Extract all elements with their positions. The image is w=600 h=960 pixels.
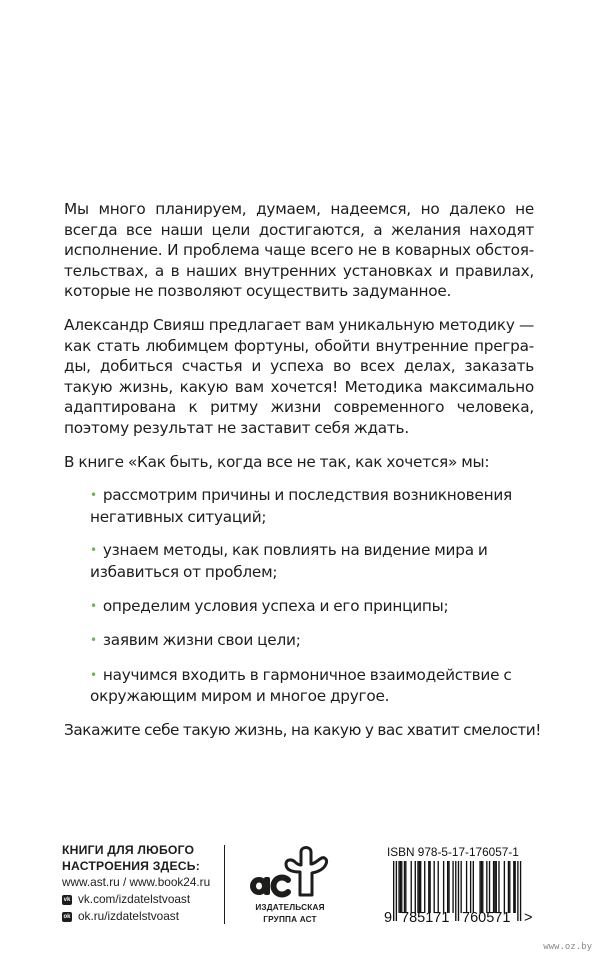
list-item-text: научимся входить в гармоничное взаимодействие с окружающим миром и многое другое. bbox=[90, 665, 512, 706]
barcode-bar bbox=[428, 861, 429, 913]
barcode-bar bbox=[415, 861, 416, 913]
barcode-quiet-mark: > bbox=[524, 910, 533, 926]
list-item bbox=[90, 630, 534, 652]
websites-text: www.ast.ru / www.book24.ru bbox=[62, 875, 211, 889]
barcode-bar bbox=[515, 861, 516, 913]
barcode-bar bbox=[482, 861, 483, 913]
odnoklassniki-icon: ok bbox=[63, 913, 71, 920]
barcode-bar bbox=[429, 861, 430, 913]
barcode-bar bbox=[393, 861, 394, 921]
bullet-icon: • bbox=[90, 598, 97, 613]
annotation-paragraph: Мы много планируем, думаем, надеемся, но далеко не всегда все наши цели достигаются, а желания находят исполнение. И проблема чаще всего не в коварных обстоя-тельствах, а в наших внутренних установках и правилах, которые не позволяют осуществить задуманное. bbox=[64, 200, 534, 301]
ok-text: ok.ru/izdatelstvoast bbox=[78, 909, 179, 923]
logo-caption-line: ИЗДАТЕЛЬСКАЯ bbox=[255, 903, 325, 912]
footer-heading-line: НАСТРОЕНИЯ ЗДЕСЬ: bbox=[62, 858, 200, 873]
barcode-bar bbox=[452, 861, 453, 913]
barcode-bar bbox=[473, 861, 474, 913]
logo-caption-line: ГРУППА АСТ bbox=[263, 915, 317, 924]
list-item-text: определим условия успеха и его принципы; bbox=[102, 596, 449, 615]
list-item bbox=[90, 540, 534, 582]
ast-logo-icon bbox=[240, 840, 340, 902]
barcode-bar bbox=[448, 861, 449, 913]
barcode-bar bbox=[509, 861, 510, 913]
barcode-bar bbox=[479, 861, 480, 913]
barcode-bar bbox=[443, 861, 444, 913]
watermark: www.oz.by bbox=[543, 942, 592, 952]
barcode-bar bbox=[398, 861, 399, 913]
barcode-bar bbox=[496, 861, 497, 913]
closing-line: Закажите себе такую жизнь, на какую у вас хватит смелости! bbox=[64, 720, 541, 739]
barcode-bar bbox=[470, 861, 471, 913]
barcode-bar bbox=[508, 861, 509, 913]
list-item-text: узнаем методы, как повлиять на видение мира и избавиться от проблем; bbox=[90, 541, 488, 581]
bullet-icon: • bbox=[90, 633, 97, 648]
bullet-icon: • bbox=[90, 543, 97, 558]
barcode-bar bbox=[434, 861, 435, 913]
barcode-digits-right: 760571 bbox=[462, 910, 511, 926]
isbn-barcode-block bbox=[384, 840, 544, 930]
barcode-bar bbox=[493, 861, 494, 913]
barcode-bar bbox=[498, 861, 499, 913]
barcode-bar bbox=[504, 861, 505, 913]
barcode-bar bbox=[486, 861, 487, 913]
barcode-bar bbox=[411, 861, 412, 913]
footer-heading-line: КНИГИ ДЛЯ ЛЮБОГО bbox=[62, 843, 195, 857]
bullet-icon: • bbox=[90, 488, 97, 503]
list-intro: В книге «Как быть, когда все не так, как хочется» мы: bbox=[64, 452, 490, 471]
vk-link[interactable] bbox=[62, 891, 232, 908]
bullet-icon: • bbox=[90, 667, 97, 682]
publisher-links bbox=[62, 843, 232, 925]
barcode-bar bbox=[438, 861, 439, 913]
list-item bbox=[90, 485, 534, 527]
barcode-bar bbox=[419, 861, 420, 913]
barcode-bar bbox=[520, 861, 521, 921]
list-item bbox=[90, 596, 534, 618]
barcode-bar bbox=[447, 861, 448, 913]
barcode-bar bbox=[455, 861, 456, 921]
barcode-bar bbox=[458, 861, 459, 921]
vk-text: vk.com/izdatelstvoast bbox=[78, 892, 191, 906]
barcode-bar bbox=[417, 861, 418, 913]
barcode-bar bbox=[461, 861, 462, 913]
annotation-text bbox=[64, 199, 541, 753]
barcode-bar bbox=[400, 861, 401, 913]
barcode-bar bbox=[420, 861, 421, 913]
barcode-bar bbox=[494, 861, 495, 913]
list-item-text: рассмотрим причины и последствия возникновения негативных ситуаций; bbox=[90, 486, 512, 526]
annotation-paragraph: Александр Свияш предлагает вам уникальную методику — как стать любимцем фортуны, обойти внутренние прегра-ды, добиться счастья и успеха во всех делах, заказать такую жизнь, какую вам хочется! Методика максимально адаптирована к ритму жизни современного человека, поэтому результат не заставит себя ждать. bbox=[64, 315, 534, 437]
barcode-bar bbox=[489, 861, 490, 913]
barcode-bar bbox=[481, 861, 482, 913]
barcode-bar bbox=[401, 861, 402, 913]
list-item bbox=[90, 665, 534, 707]
barcode-bar bbox=[404, 861, 405, 913]
isbn-label: ISBN 978-5-17-176057-1 bbox=[387, 845, 519, 859]
logo-caption bbox=[240, 902, 340, 926]
list-item-text: заявим жизни свои цели; bbox=[102, 631, 301, 650]
barcode-bar bbox=[405, 861, 406, 913]
feature-list bbox=[64, 485, 534, 707]
barcode-bar bbox=[396, 861, 397, 921]
ok-link[interactable] bbox=[62, 908, 232, 925]
barcode-bar bbox=[517, 861, 518, 921]
barcode-bar bbox=[424, 861, 425, 913]
barcode-bar bbox=[466, 861, 467, 913]
footer-divider bbox=[224, 845, 225, 924]
barcode-bar bbox=[513, 861, 514, 913]
websites-link[interactable] bbox=[62, 874, 232, 891]
vk-icon: vk bbox=[63, 896, 71, 903]
publisher-logo bbox=[240, 840, 360, 930]
barcode-digits-left: 785171 bbox=[401, 910, 450, 926]
barcode-digit-first: 9 bbox=[384, 910, 393, 926]
